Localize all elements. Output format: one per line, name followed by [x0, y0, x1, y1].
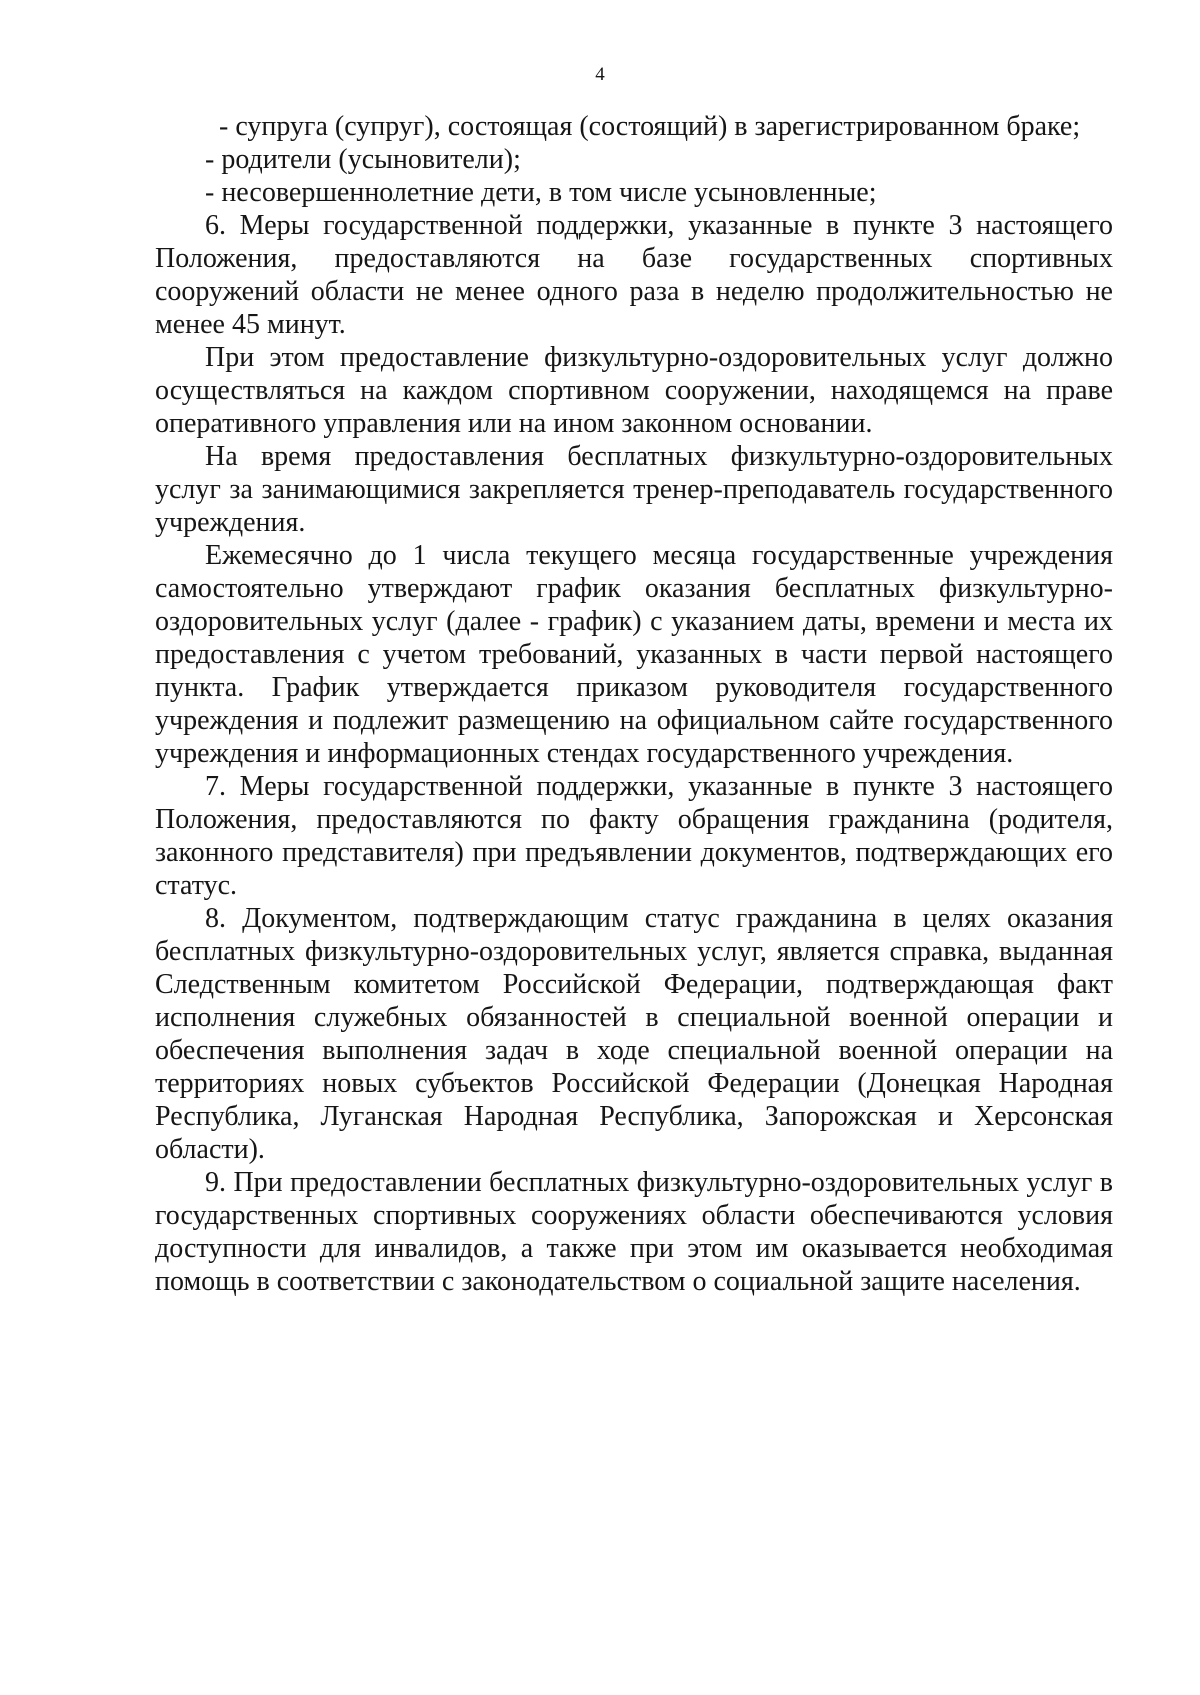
paragraph-item-8: 8. Документом, подтверждающим статус гражданина в целях оказания бесплатных физкультурно-оздоровительных услуг, является справка, выданная Следственным комитетом Российской Федерации, подтверждающая факт исполнения служебных обязанностей в специальной военной операции и обеспечения выполнения задач в ходе специальной военной операции на территориях новых субъектов Российской Федерации (Донецкая Народная Республика, Луганская Народная Республика, Запорожская и Херсонская области). — [155, 903, 1113, 1165]
page-number: 4 — [595, 64, 605, 85]
paragraph-trainer: На время предоставления бесплатных физкультурно-оздоровительных услуг за занимающимися закрепляется тренер-преподаватель государственного учреждения. — [155, 441, 1113, 538]
paragraph-spouse: - супруга (супруг), состоящая (состоящий) в зарегистрированном браке; — [219, 111, 1081, 142]
document-body — [155, 110, 1113, 1298]
paragraph-item-6: 6. Меры государственной поддержки, указанные в пункте 3 настоящего Положения, предоставляются на базе государственных спортивных сооружений области не менее одного раза в неделю продолжительностью не менее 45 минут. — [155, 210, 1113, 340]
paragraph-parents: - родители (усыновители); — [205, 144, 521, 175]
paragraph-schedule: Ежемесячно до 1 числа текущего месяца государственные учреждения самостоятельно утверждают график оказания бесплатных физкультурно-оздоровительных услуг (далее - график) с указанием даты, времени и места их предоставления с учетом требований, указанных в части первой настоящего пункта. График утверждается приказом руководителя государственного учреждения и подлежит размещению на официальном сайте государственного учреждения и информационных стендах государственного учреждения. — [155, 540, 1113, 769]
paragraph-item-7: 7. Меры государственной поддержки, указанные в пункте 3 настоящего Положения, предоставляются по факту обращения гражданина (родителя, законного представителя) при предъявлении документов, подтверждающих его статус. — [155, 771, 1113, 901]
paragraph-item-9: 9. При предоставлении бесплатных физкультурно-оздоровительных услуг в государственных спортивных сооружениях области обеспечиваются условия доступности для инвалидов, а также при этом им оказывается необходимая помощь в соответствии с законодательством о социальной защите населения. — [155, 1167, 1113, 1297]
paragraph-children: - несовершеннолетние дети, в том числе усыновленные; — [205, 177, 877, 208]
paragraph-provision-note: При этом предоставление физкультурно-оздоровительных услуг должно осуществляться на каждом спортивном сооружении, находящемся на праве оперативного управления или на ином законном основании. — [155, 342, 1113, 439]
